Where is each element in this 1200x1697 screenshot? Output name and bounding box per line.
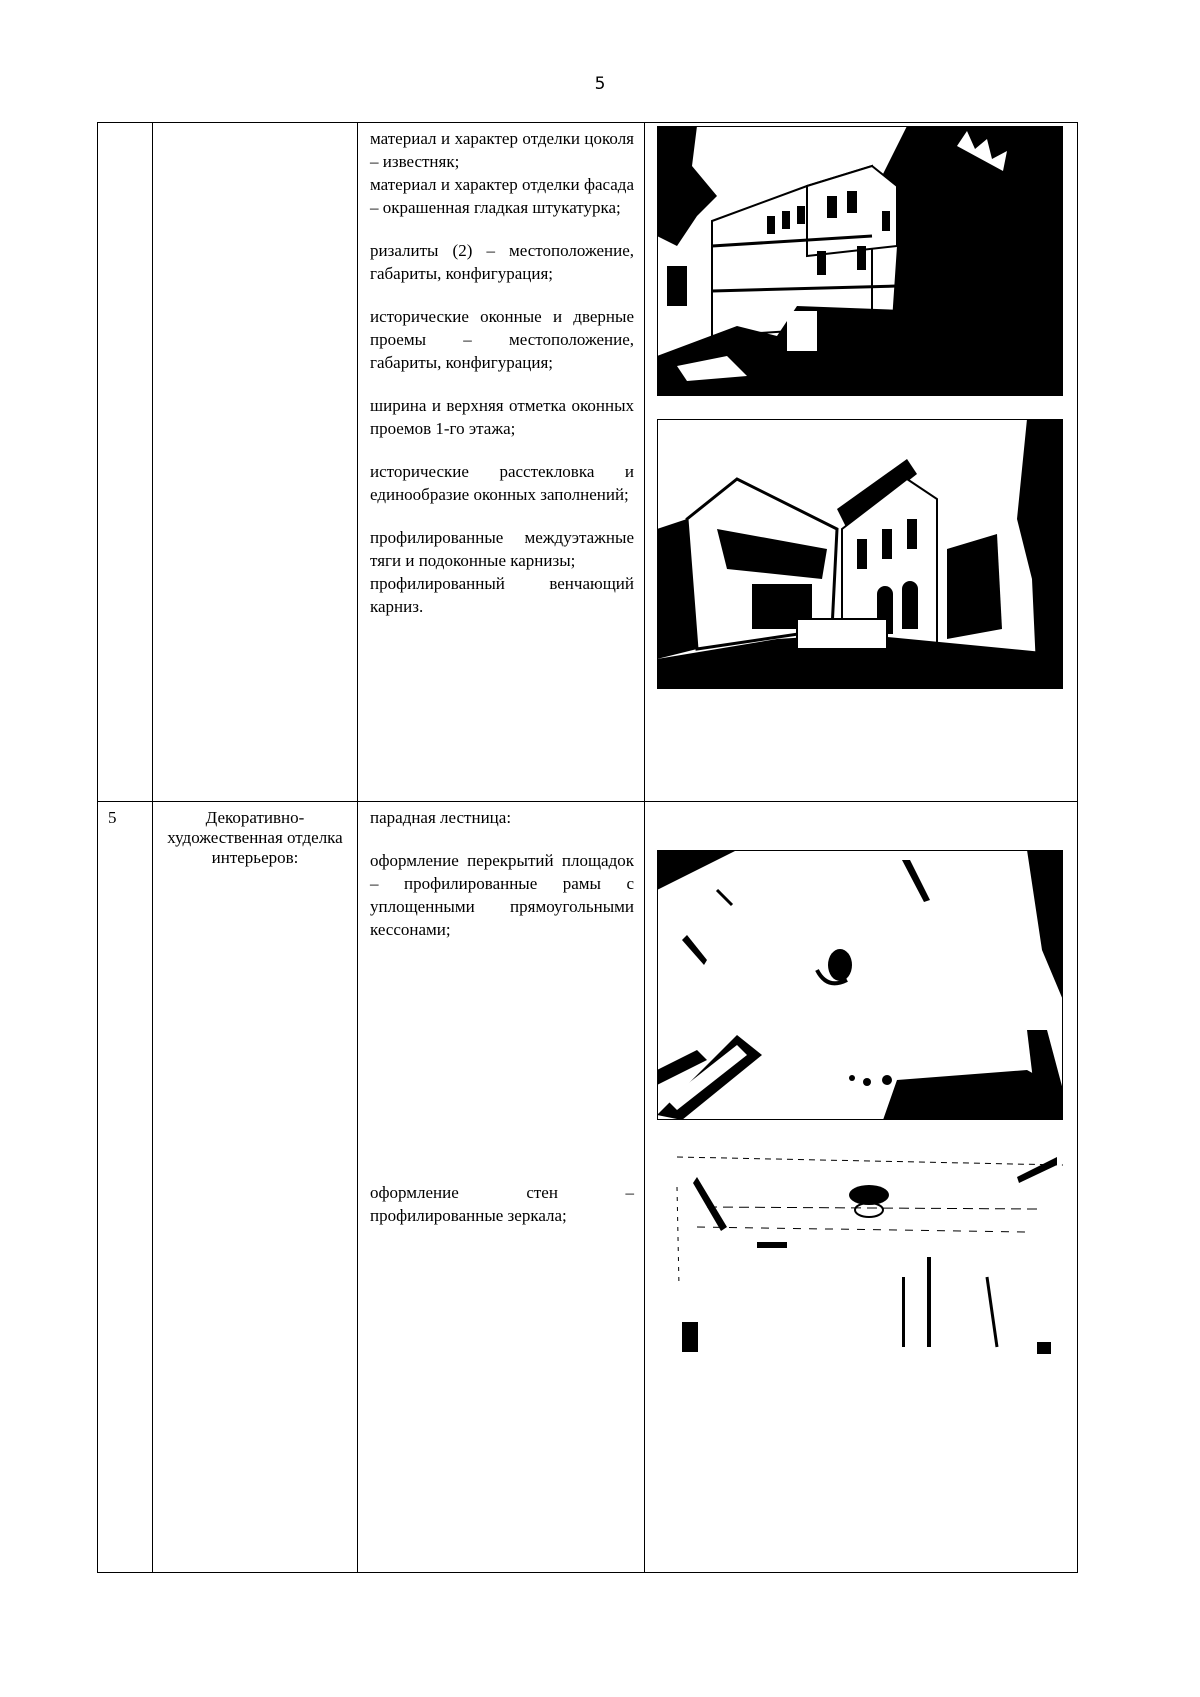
feature-name-cell [153,123,358,802]
list-item: оформление перекрытий площадок – профилированные рамы с уплощенными прямоугольными кессонами; [370,851,634,939]
table-row [98,123,1078,802]
protected-features-table [97,122,1078,1573]
table-row [98,802,1078,1573]
list-item: парадная лестница: [370,808,512,827]
feature-name-cell [153,802,358,1573]
description-text [358,802,644,1227]
list-item: ширина и верхняя отметка оконных проемов 1-го этажа; [370,396,634,438]
list-item: материал и характер отделки фасада – окрашенная гладкая штукатурка; [370,175,634,217]
facade-photo-1 [657,126,1063,396]
feature-name: Декоративно-художественная отделка интерьеров: [167,808,343,867]
photo-cell [645,802,1078,1573]
list-item: ризалиты (2) – местоположение, габариты, конфигурация; [370,241,634,283]
list-item: профилированный венчающий карниз. [370,574,634,616]
list-item: исторические оконные и дверные проемы – местоположение, габариты, конфигурация; [370,307,634,372]
description-text [358,123,644,618]
description-cell [358,802,645,1573]
description-cell [358,123,645,802]
list-item: исторические расстекловка и единообразие оконных заполнений; [370,462,634,504]
feature-name [153,123,357,129]
facade-photo-2 [657,419,1063,689]
row-number: 5 [108,808,117,827]
row-number [98,123,152,129]
ceiling-photo-1 [657,850,1063,1120]
page-number: 5 [594,74,606,94]
ceiling-photo-2 [657,1147,1063,1367]
list-item: профилированные междуэтажные тяги и подоконные карнизы; [370,528,634,570]
photo-cell [645,123,1078,802]
list-item: материал и характер отделки цоколя – известняк; [370,129,634,171]
list-item: оформление стен – профилированные зеркала; [370,1183,634,1225]
row-number-cell [98,123,153,802]
row-number-cell [98,802,153,1573]
